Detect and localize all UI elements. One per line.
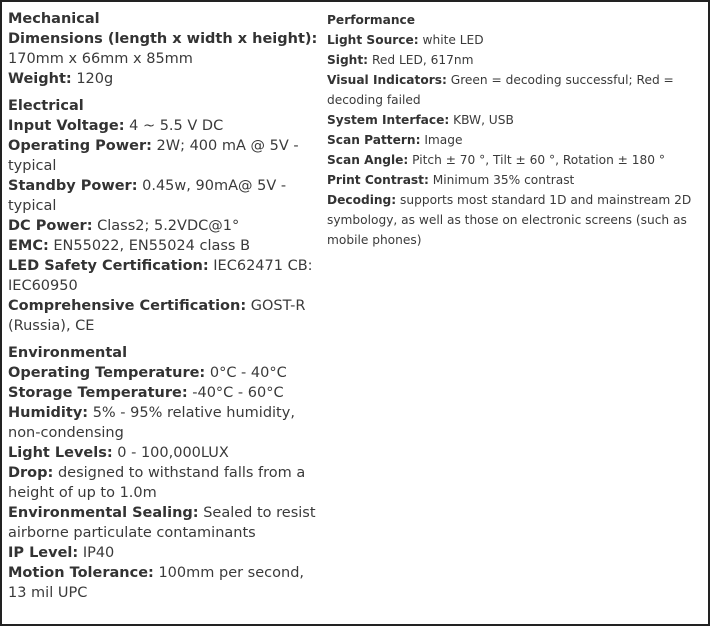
spec-row	[8, 256, 318, 296]
spec-label: Operating Power:	[8, 138, 152, 154]
spec-label: Light Source:	[327, 33, 419, 47]
spec-value: 4 ~ 5.5 V DC	[129, 118, 224, 134]
spec-row	[8, 443, 318, 463]
spec-label: DC Power:	[8, 218, 93, 234]
section-heading: Environmental	[8, 345, 128, 361]
spec-label: EMC:	[8, 238, 49, 254]
spec-row	[8, 563, 318, 603]
spec-value: EN55022, EN55024 class B	[53, 238, 251, 254]
section-heading: Electrical	[8, 98, 84, 114]
spec-row	[327, 30, 705, 50]
spec-value: 0.45w, 90mA@ 5V - typical	[8, 178, 287, 214]
spec-value: Minimum 35% contrast	[432, 173, 575, 187]
spec-label: Sight:	[327, 53, 369, 67]
spec-row	[327, 150, 705, 170]
spec-row	[327, 110, 705, 130]
spec-row	[327, 190, 705, 250]
spec-label: IP Level:	[8, 545, 79, 561]
spec-row	[327, 70, 705, 110]
spec-label: Input Voltage:	[8, 118, 125, 134]
spec-value: designed to withstand falls from a height of up to 1.0m	[8, 465, 306, 501]
spec-label: Print Contrast:	[327, 173, 429, 187]
spec-label: Storage Temperature:	[8, 385, 188, 401]
right-spec-column	[327, 10, 705, 250]
spec-value: Red LED, 617nm	[371, 53, 474, 67]
spec-label: Standby Power:	[8, 178, 138, 194]
spec-label: Motion Tolerance:	[8, 565, 154, 581]
spec-label: Humidity:	[8, 405, 89, 421]
spec-value: Green = decoding successful; Red = decoding failed	[327, 73, 674, 107]
spec-label: System Interface:	[327, 113, 450, 127]
spec-row	[8, 176, 318, 216]
section-heading: Mechanical	[8, 11, 100, 27]
spec-row	[327, 50, 705, 70]
spec-row	[8, 236, 318, 256]
section-electrical	[8, 96, 318, 336]
spec-value: IEC62471 CB: IEC60950	[8, 258, 313, 294]
spec-value: 5% - 95% relative humidity, non-condensing	[8, 405, 295, 441]
spec-row	[8, 216, 318, 236]
spec-value: 0°C - 40°C	[209, 365, 287, 381]
spec-row	[8, 29, 318, 69]
spec-label: Scan Pattern:	[327, 133, 421, 147]
spec-label: Scan Angle:	[327, 153, 409, 167]
spec-value: 120g	[76, 71, 114, 87]
spec-row	[327, 170, 705, 190]
spec-row	[8, 403, 318, 443]
spec-value: -40°C - 60°C	[192, 385, 284, 401]
spec-row	[8, 69, 318, 89]
section-mechanical	[8, 9, 318, 89]
spec-row	[8, 383, 318, 403]
spec-label: Dimensions (length x width x height):	[8, 31, 318, 47]
spec-label: Comprehensive Certification:	[8, 298, 247, 314]
spec-label: Operating Temperature:	[8, 365, 206, 381]
spec-row	[8, 503, 318, 543]
section-performance	[327, 10, 705, 250]
spec-value: Image	[424, 133, 463, 147]
spec-value: supports most standard 1D and mainstream 2D symbology, as well as those on electronic screens (such as mobile phones)	[327, 193, 692, 247]
spec-value: white LED	[422, 33, 484, 47]
spec-label: Light Levels:	[8, 445, 113, 461]
spec-row	[8, 363, 318, 383]
spec-value: IP40	[82, 545, 115, 561]
spec-value: Pitch ± 70 °, Tilt ± 60 °, Rotation ± 180 °	[412, 153, 665, 167]
spec-label: Weight:	[8, 71, 72, 87]
spec-row	[8, 296, 318, 336]
spec-value: 100mm per second, 13 mil UPC	[8, 565, 305, 601]
spec-label: Decoding:	[327, 193, 397, 207]
spec-row	[8, 463, 318, 503]
spec-label: Drop:	[8, 465, 54, 481]
left-spec-column	[8, 9, 318, 603]
spec-row	[8, 116, 318, 136]
spec-row	[327, 130, 705, 150]
spec-value: 170mm x 66mm x 85mm	[8, 51, 193, 67]
spec-value: 0 - 100,000LUX	[117, 445, 229, 461]
spec-row	[8, 543, 318, 563]
section-environmental	[8, 343, 318, 603]
spec-value: GOST-R (Russia), CE	[8, 298, 306, 334]
spec-row	[8, 136, 318, 176]
spec-label: LED Safety Certification:	[8, 258, 209, 274]
spec-value: Class2; 5.2VDC@1°	[97, 218, 240, 234]
spec-label: Environmental Sealing:	[8, 505, 199, 521]
spec-value: 2W; 400 mA @ 5V - typical	[8, 138, 299, 174]
spec-value: Sealed to resist airborne particulate contaminants	[8, 505, 316, 541]
section-heading: Performance	[327, 13, 415, 27]
spec-label: Visual Indicators:	[327, 73, 447, 87]
spec-value: KBW, USB	[453, 113, 514, 127]
